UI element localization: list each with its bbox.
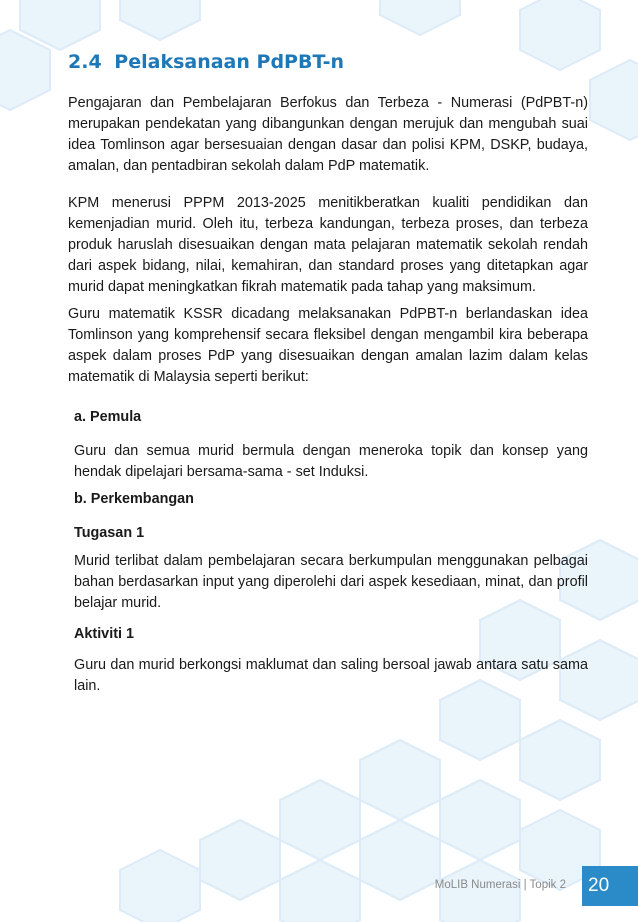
subheading-perkembangan: b. Perkembangan xyxy=(74,491,194,507)
subheading-tugasan: Tugasan 1 xyxy=(74,525,145,541)
section-title: Pelaksanaan PdPBT-n xyxy=(114,51,345,73)
aktiviti-text: Guru dan murid berkongsi maklumat dan saling bersoal jawab antara satu sama lain. xyxy=(74,657,588,694)
paragraph-kpm: KPM menerusi PPPM 2013-2025 menitikberatkan kualiti pendidikan dan kemenjadian murid. Oleh itu, terbeza kandungan, terbeza proses, dan terbeza produk haruslah disesuaikan dengan mata pelajaran matematik sekolah rendah dari aspek bidang, nilai, kemahiran, dan standard proses yang ditetapkan agar murid dapat meningkatkan fikrah matematik pada tahap yang maksimum. xyxy=(68,195,588,295)
section-heading xyxy=(68,51,344,73)
tugasan-text: Murid terlibat dalam pembelajaran secara berkumpulan menggunakan pelbagai bahan berdasarkan input yang diperolehi dari aspek kesediaan, minat, dan profil belajar murid. xyxy=(74,553,588,611)
subheading-aktiviti: Aktiviti 1 xyxy=(74,626,134,642)
page-number: 20 xyxy=(588,875,610,896)
pemula-text: Guru dan semua murid bermula dengan meneroka topik dan konsep yang hendak dipelajari bersama-sama - set Induksi. xyxy=(74,443,588,480)
section-number: 2.4 xyxy=(68,51,102,73)
paragraph-intro: Pengajaran dan Pembelajaran Berfokus dan Terbeza - Numerasi (PdPBT-n) merupakan pendekatan yang dibangunkan dengan merujuk dan mengubah suai idea Tomlinson agar bersesuaian dengan dasar dan polisi KPM, DSKP, budaya, amalan, dan pentadbiran sekolah dalam PdP matematik. xyxy=(68,95,588,174)
footer-label: MoLIB Numerasi | Topik 2 xyxy=(434,879,566,891)
subheading-pemula: a. Pemula xyxy=(74,409,142,425)
paragraph-guru: Guru matematik KSSR dicadang melaksanakan PdPBT-n berlandaskan idea Tomlinson yang komprehensif secara fleksibel dengan mengambil kira beberapa aspek dalam proses PdP yang disesuaikan dengan amalan lazim dalam kelas matematik di Malaysia seperti berikut: xyxy=(68,306,588,385)
page-number-badge xyxy=(582,866,638,906)
